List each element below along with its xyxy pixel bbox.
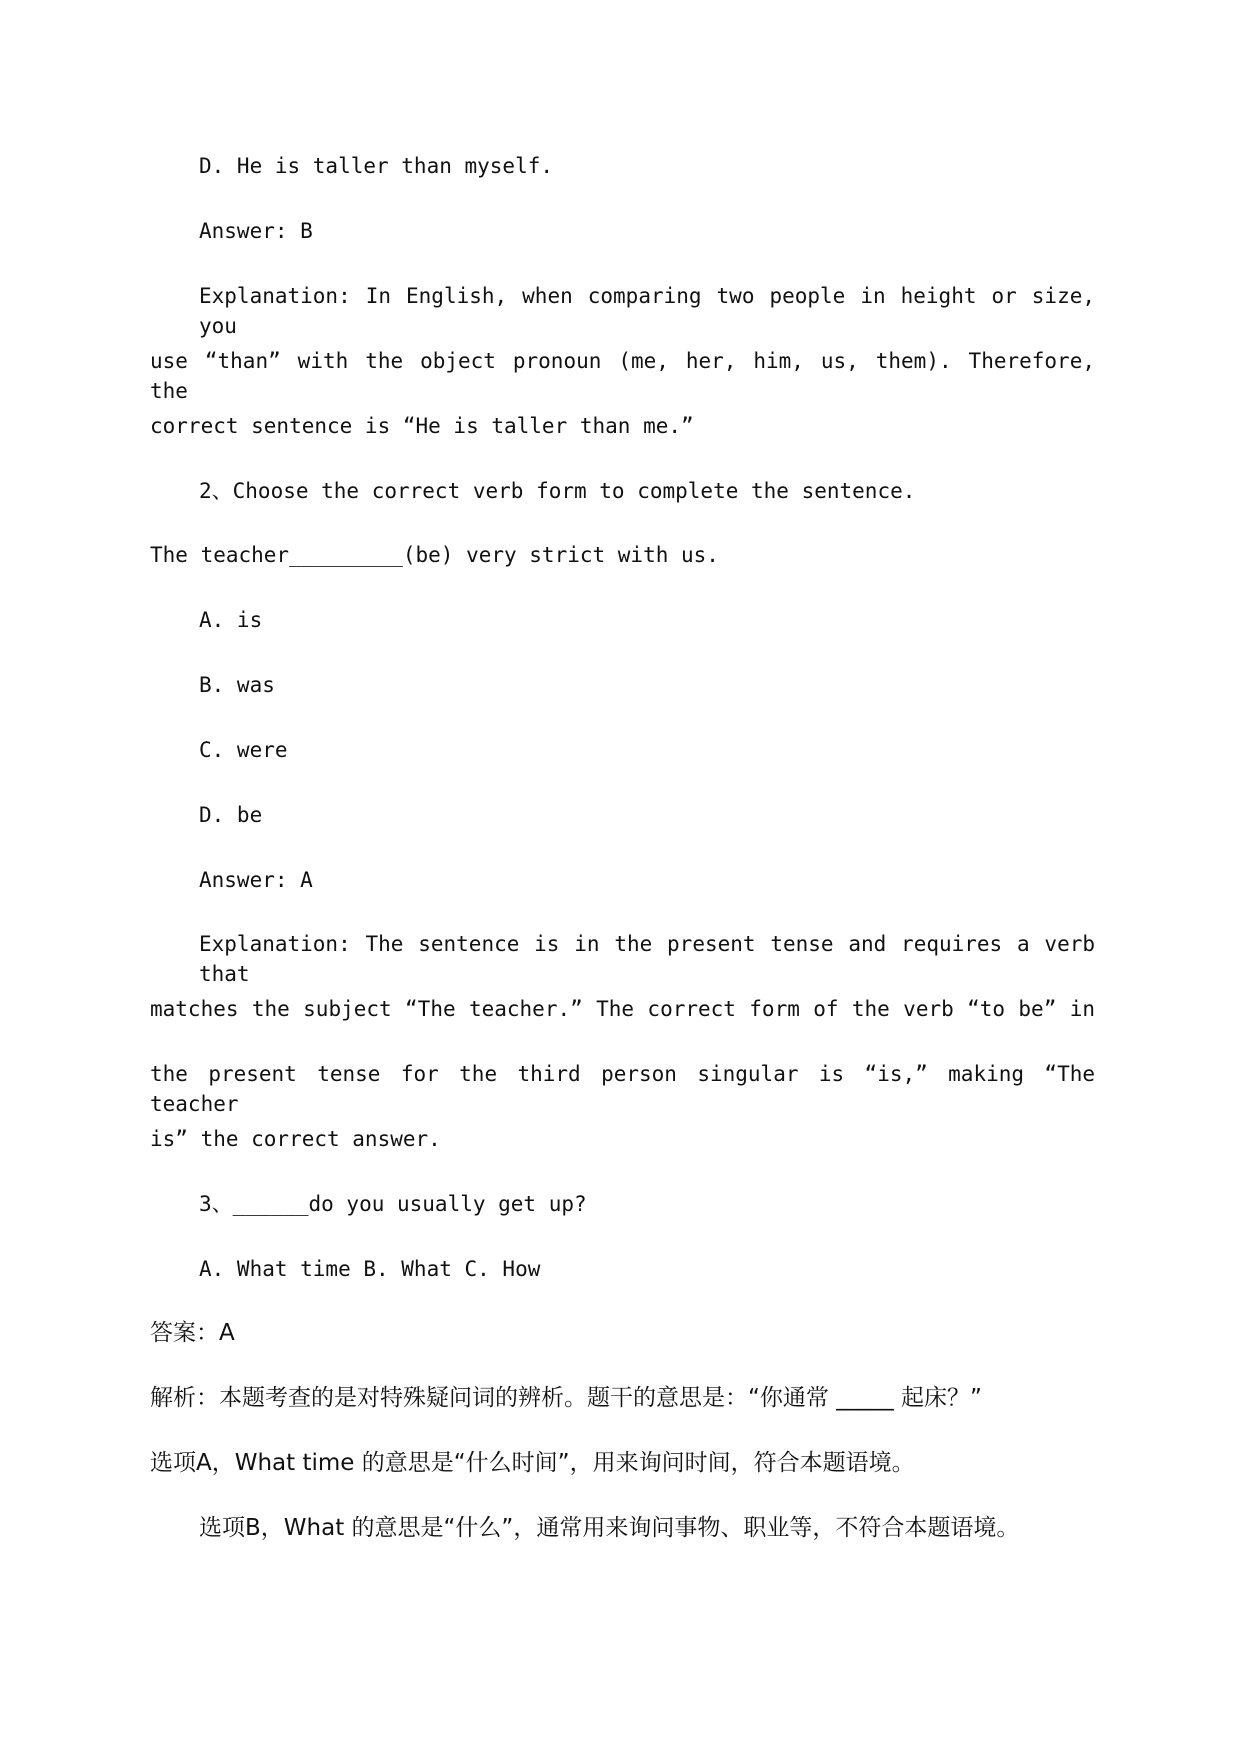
option-b-analysis-cn: 选项B，What 的意思是“什么”，通常用来询问事物、职业等，不符合本题语境。 xyxy=(199,1515,1020,1541)
explanation-line: correct sentence is “He is taller than me.” xyxy=(150,414,694,438)
explanation-line: the present tense for the third person singular is “is,” making “The teacher xyxy=(150,1062,1095,1116)
option-b-line: B. was xyxy=(199,673,275,697)
question-2-stem: The teacher_________(be) very strict with us. xyxy=(150,543,719,567)
option-d-line: D. be xyxy=(199,803,263,827)
question-3-heading: 3、______do you usually get up? xyxy=(199,1192,587,1216)
analysis-line-cn: 解析：本题考查的是对特殊疑问词的辨析。题干的意思是：“你通常 _____ 起床？” xyxy=(150,1385,982,1411)
option-d-line: D. He is taller than myself. xyxy=(199,154,554,178)
explanation-line: use “than” with the object pronoun (me, her, him, us, them). Therefore, the xyxy=(150,349,1095,403)
option-a-analysis-cn: 选项A，What time 的意思是“什么时间”，用来询问时间，符合本题语境。 xyxy=(150,1450,915,1476)
answer-line: Answer: A xyxy=(199,868,313,892)
explanation-line: is” the correct answer. xyxy=(150,1127,441,1151)
explanation-line: Explanation: The sentence is in the present tense and requires a verb that xyxy=(199,932,1095,986)
question-3-options: A. What time B. What C. How xyxy=(199,1257,541,1281)
option-c-line: C. were xyxy=(199,738,288,762)
explanation-line: matches the subject “The teacher.” The correct form of the verb “to be” in xyxy=(150,997,1095,1021)
answer-line: Answer: B xyxy=(199,219,313,243)
option-a-line: A. is xyxy=(199,608,263,632)
explanation-line: Explanation: In English, when comparing two people in height or size, you xyxy=(199,284,1095,338)
question-2-heading: 2、Choose the correct verb form to complete the sentence. xyxy=(199,479,916,503)
answer-line-cn: 答案：A xyxy=(150,1320,235,1346)
